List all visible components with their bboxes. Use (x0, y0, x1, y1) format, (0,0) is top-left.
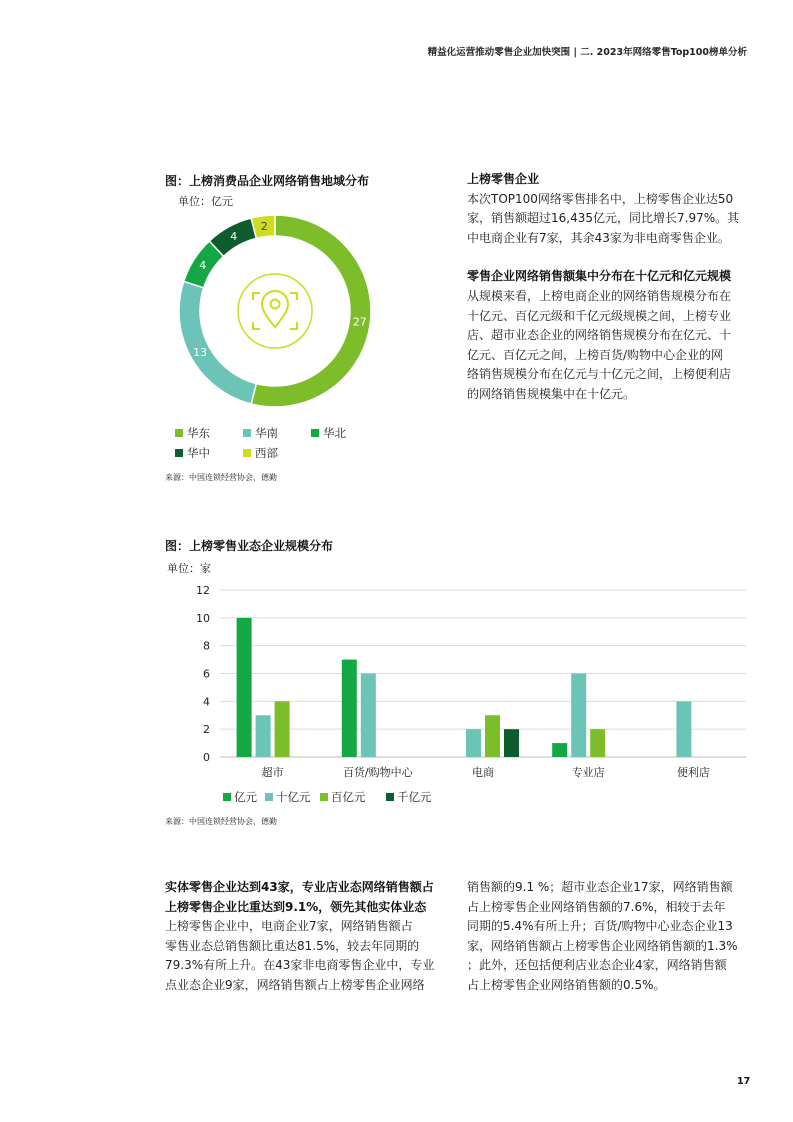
x-tick-label: 超市 (261, 766, 284, 779)
donut-chart-title: 图：上榜消费品企业网络销售地域分布 (165, 174, 370, 188)
y-tick-label: 2 (203, 723, 210, 737)
legend-swatch (175, 449, 183, 457)
donut-chart-source: 来源：中国连锁经营协会，德勤 (165, 473, 277, 482)
section-heading-physical-retail: 实体零售企业达到43家，专业店业态网络销售额占 (165, 880, 434, 894)
legend-swatch (311, 429, 319, 437)
bar-电商-百亿元 (485, 715, 500, 757)
legend-swatch-千亿元 (386, 793, 394, 801)
donut-slice-华东 (251, 215, 371, 407)
location-pin-icon (238, 274, 312, 348)
x-tick-label: 专业店 (571, 766, 605, 779)
paragraph-line: 中电商企业有7家，其余43家为非电商零售企业。 (467, 230, 730, 245)
bar-超市-百亿元 (275, 701, 290, 757)
bar-专业店-百亿元 (590, 729, 605, 757)
y-tick-label: 8 (203, 639, 210, 653)
legend-label-十亿元: 十亿元 (276, 790, 311, 804)
x-tick-label: 电商 (472, 766, 494, 779)
legend-item-华东 (175, 425, 210, 441)
legend-swatch (175, 429, 183, 437)
legend-swatch (243, 449, 251, 457)
paragraph-line: 上榜零售企业中，电商企业7家，网络销售额占 (165, 919, 413, 934)
donut-value-label: 2 (260, 220, 268, 234)
donut-value-label: 13 (193, 346, 208, 360)
legend-label: 西部 (255, 446, 278, 460)
paragraph-line: 家，销售额超过16,435亿元，同比增长7.97%。其 (467, 211, 740, 226)
paragraph-line: 从规模来看，上榜电商企业的网络销售规模分布在 (467, 288, 732, 303)
paragraph-line: 的网络销售规模集中在十亿元。 (467, 386, 636, 401)
paragraph-line: 亿元、百亿元之间，上榜百货/购物中心企业的网 (467, 347, 724, 362)
paragraph-line: 79.3%有所上升。在43家非电商零售企业中，专业 (165, 958, 435, 973)
bar-专业店-亿元 (552, 743, 567, 757)
legend-label-千亿元: 千亿元 (397, 790, 432, 804)
legend-swatch-百亿元 (320, 793, 328, 801)
paragraph-line: 同期的5.4%有所上升；百货/购物中心业态企业13 (467, 919, 733, 934)
bar-电商-十亿元 (466, 729, 481, 757)
right-text-block (467, 170, 767, 405)
paragraph-line: 本次TOP100网络零售排名中，上榜零售企业达50 (467, 191, 734, 206)
x-tick-label: 百货/购物中心 (342, 766, 413, 779)
donut-chart (165, 205, 395, 420)
paragraph-line: 点业态企业9家，网络销售额占上榜零售企业网络 (165, 977, 425, 992)
bar-超市-十亿元 (256, 715, 271, 757)
page-number: 17 (737, 1076, 751, 1087)
section-heading-retail-companies: 上榜零售企业 (467, 172, 540, 186)
x-tick-label: 便利店 (676, 766, 710, 779)
y-tick-label: 6 (203, 667, 210, 681)
paragraph-line: 店、超市业态企业的网络销售规模分布在亿元、十 (467, 328, 732, 343)
bar-chart (160, 575, 760, 820)
paragraph-line: 占上榜零售企业网络销售额的0.5%。 (467, 977, 666, 992)
bar-百货/购物中心-亿元 (342, 660, 357, 757)
paragraph-line: 零售业态总销售额比重达81.5%，较去年同期的 (165, 938, 420, 953)
legend-swatch (243, 429, 251, 437)
paragraph-line: 销售额的9.1 %；超市业态企业17家，网络销售额 (467, 880, 733, 894)
bar-专业店-十亿元 (571, 674, 586, 758)
paragraph-line: 络销售规模分布在亿元与十亿元之间，上榜便利店 (467, 367, 732, 382)
bar-chart-title: 图：上榜零售业态企业规模分布 (165, 539, 334, 553)
legend-label: 华南 (255, 426, 278, 440)
section-heading-physical-retail-line2: 上榜零售企业比重达到9.1%，领先其他实体业态 (165, 899, 427, 914)
legend-label: 华中 (187, 446, 210, 460)
donut-value-label: 4 (199, 259, 207, 273)
legend-swatch-亿元 (223, 793, 231, 801)
bar-电商-千亿元 (504, 729, 519, 757)
legend-item-西部 (243, 445, 278, 461)
legend-swatch-十亿元 (265, 793, 273, 801)
legend-label-亿元: 亿元 (234, 790, 257, 804)
y-tick-label: 12 (196, 584, 210, 597)
legend-item-华中 (175, 445, 210, 461)
legend-label: 华东 (187, 426, 210, 440)
bottom-right-text (467, 878, 767, 996)
donut-value-label: 4 (230, 230, 238, 244)
bar-chart-unit: 单位：家 (167, 562, 211, 575)
donut-chart-unit: 单位：亿元 (178, 195, 233, 208)
paragraph-line: 占上榜零售企业网络销售额的7.6%，相较于去年 (467, 899, 726, 914)
legend-item-华北 (311, 425, 346, 441)
section-heading-sales-scale: 零售企业网络销售额集中分布在十亿元和亿元规模 (467, 269, 732, 284)
paragraph-line: 家，网络销售额占上榜零售企业网络销售额的1.3% (467, 938, 738, 953)
bottom-left-text (165, 878, 455, 996)
bar-便利店-十亿元 (676, 701, 691, 757)
bar-chart-source: 来源：中国连锁经营协会，德勤 (165, 817, 277, 826)
legend-label: 华北 (323, 426, 346, 440)
running-header: 精益化运营推动零售企业加快突围 | 二. 2023年网络零售Top100榜单分析 (427, 47, 747, 58)
legend-item-华南 (243, 425, 278, 441)
donut-slice-华南 (179, 281, 256, 404)
paragraph-line: 十亿元、百亿元级和千亿元级规模之间，上榜专业 (467, 308, 732, 323)
bar-超市-亿元 (237, 618, 252, 757)
bar-百货/购物中心-十亿元 (361, 674, 376, 758)
paragraph-line: ；此外，还包括便利店业态企业4家，网络销售额 (467, 958, 727, 973)
legend-label-百亿元: 百亿元 (331, 790, 366, 804)
donut-value-label: 27 (352, 315, 367, 329)
y-tick-label: 4 (203, 695, 210, 709)
y-tick-label: 0 (203, 751, 210, 764)
y-tick-label: 10 (196, 611, 210, 625)
